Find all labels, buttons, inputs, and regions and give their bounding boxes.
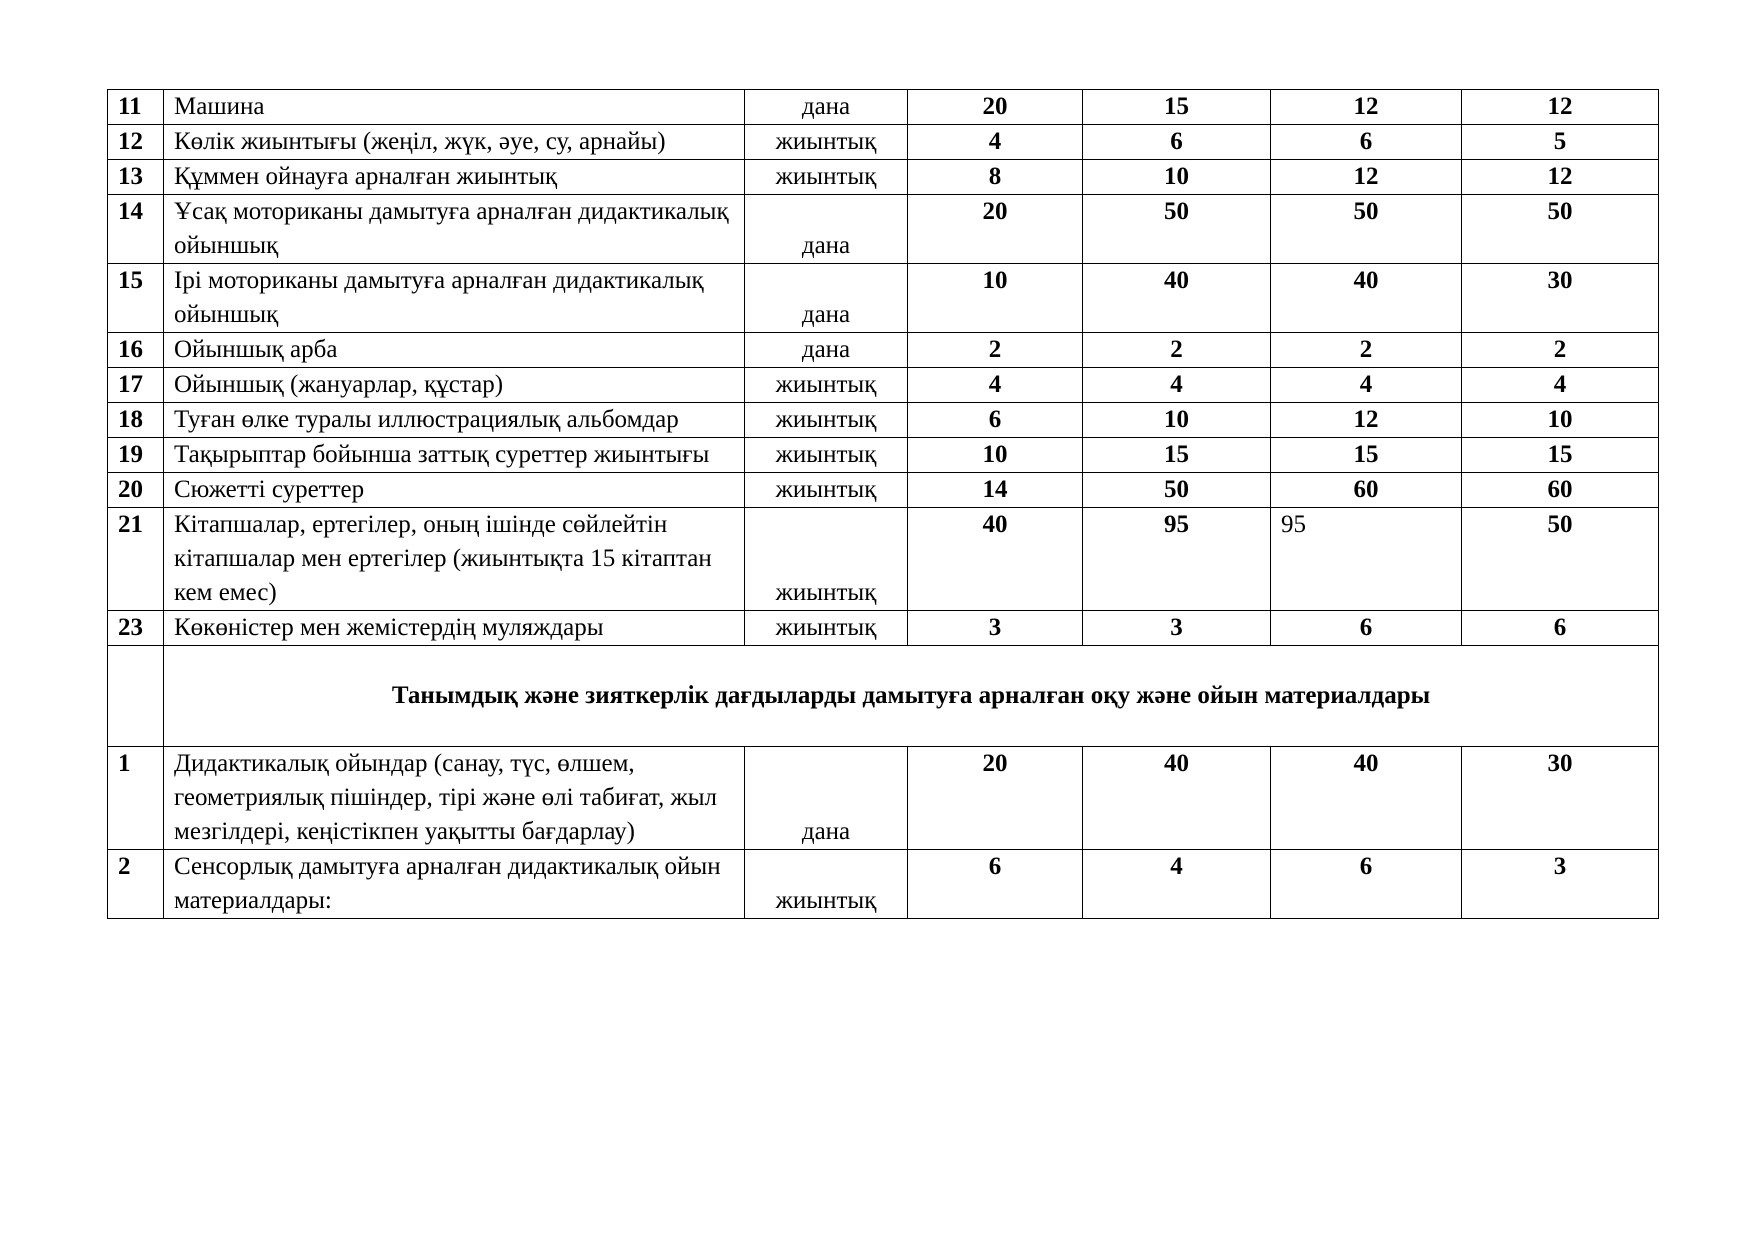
row-number: 20 — [108, 473, 164, 508]
quantity-cell: 4 — [1271, 368, 1462, 403]
item-name: Құммен ойнауға арналған жиынтық — [164, 160, 745, 195]
quantity-cell: 20 — [908, 747, 1083, 850]
unit-cell: жиынтық — [745, 160, 908, 195]
item-name: Сенсорлық дамытуға арналған дидактикалық ойын материалдары: — [164, 850, 745, 919]
table-row — [108, 611, 1659, 646]
quantity-cell: 60 — [1462, 473, 1659, 508]
quantity-cell: 12 — [1462, 90, 1659, 125]
item-name: Ірі моториканы дамытуға арналған дидактикалық ойыншық — [164, 264, 745, 333]
quantity-cell: 4 — [1083, 850, 1271, 919]
table-row — [108, 160, 1659, 195]
quantity-cell: 15 — [1083, 438, 1271, 473]
quantity-cell: 15 — [1271, 438, 1462, 473]
quantity-cell: 2 — [908, 333, 1083, 368]
unit-cell: дана — [745, 333, 908, 368]
quantity-cell: 3 — [1083, 611, 1271, 646]
quantity-cell: 3 — [908, 611, 1083, 646]
quantity-cell: 5 — [1462, 125, 1659, 160]
quantity-cell: 4 — [1083, 368, 1271, 403]
quantity-cell: 10 — [1083, 403, 1271, 438]
item-name: Сюжетті суреттер — [164, 473, 745, 508]
unit-cell: жиынтық — [745, 611, 908, 646]
row-number: 23 — [108, 611, 164, 646]
row-number: 14 — [108, 195, 164, 264]
quantity-cell: 40 — [1083, 747, 1271, 850]
quantity-cell: 2 — [1462, 333, 1659, 368]
quantity-cell: 2 — [1271, 333, 1462, 368]
table-row — [108, 403, 1659, 438]
quantity-cell: 12 — [1271, 90, 1462, 125]
item-name: Туған өлке туралы иллюстрациялық альбомдар — [164, 403, 745, 438]
quantity-cell: 4 — [1462, 368, 1659, 403]
quantity-cell: 40 — [908, 508, 1083, 611]
quantity-cell: 6 — [1083, 125, 1271, 160]
quantity-cell: 6 — [1271, 850, 1462, 919]
row-number: 16 — [108, 333, 164, 368]
quantity-cell: 15 — [1462, 438, 1659, 473]
section-row — [108, 646, 1659, 747]
table-row — [108, 333, 1659, 368]
item-name: Машина — [164, 90, 745, 125]
table-row — [108, 438, 1659, 473]
quantity-cell: 10 — [908, 264, 1083, 333]
quantity-cell: 50 — [1462, 195, 1659, 264]
quantity-cell: 2 — [1083, 333, 1271, 368]
row-number: 11 — [108, 90, 164, 125]
table-body — [108, 90, 1659, 919]
row-number: 18 — [108, 403, 164, 438]
quantity-cell: 30 — [1462, 747, 1659, 850]
quantity-cell: 6 — [908, 403, 1083, 438]
table-row — [108, 850, 1659, 919]
quantity-cell: 50 — [1083, 473, 1271, 508]
unit-cell: жиынтық — [745, 508, 908, 611]
quantity-cell: 10 — [1462, 403, 1659, 438]
quantity-cell: 3 — [1462, 850, 1659, 919]
quantity-cell: 95 — [1271, 508, 1462, 611]
table-row — [108, 195, 1659, 264]
item-name: Көлік жиынтығы (жеңіл, жүк, әуе, су, арнайы) — [164, 125, 745, 160]
table-row — [108, 473, 1659, 508]
quantity-cell: 6 — [1271, 611, 1462, 646]
quantity-cell: 20 — [908, 90, 1083, 125]
item-name: Дидактикалық ойындар (санау, түс, өлшем, геометриялық пішіндер, тірі және өлі табиғат, жыл мезгілдері, кеңістікпен уақытты бағдарлау) — [164, 747, 745, 850]
unit-cell: дана — [745, 90, 908, 125]
quantity-cell: 50 — [1462, 508, 1659, 611]
row-number: 17 — [108, 368, 164, 403]
unit-cell: дана — [745, 747, 908, 850]
unit-cell: жиынтық — [745, 125, 908, 160]
unit-cell: дана — [745, 264, 908, 333]
quantity-cell: 50 — [1271, 195, 1462, 264]
row-number: 12 — [108, 125, 164, 160]
quantity-cell: 6 — [1462, 611, 1659, 646]
table-row — [108, 747, 1659, 850]
quantity-cell: 40 — [1271, 747, 1462, 850]
item-name: Тақырыптар бойынша заттық суреттер жиынтығы — [164, 438, 745, 473]
table-row — [108, 264, 1659, 333]
row-number: 1 — [108, 747, 164, 850]
quantity-cell: 40 — [1083, 264, 1271, 333]
quantity-cell: 14 — [908, 473, 1083, 508]
quantity-cell: 20 — [908, 195, 1083, 264]
item-name: Ұсақ моториканы дамытуға арналған дидактикалық ойыншық — [164, 195, 745, 264]
quantity-cell: 10 — [908, 438, 1083, 473]
row-number: 2 — [108, 850, 164, 919]
quantity-cell: 60 — [1271, 473, 1462, 508]
quantity-cell: 4 — [908, 125, 1083, 160]
quantity-cell: 10 — [1083, 160, 1271, 195]
item-name: Көкөністер мен жемістердің муляждары — [164, 611, 745, 646]
unit-cell: дана — [745, 195, 908, 264]
quantity-cell: 30 — [1462, 264, 1659, 333]
table-row — [108, 368, 1659, 403]
row-number: 15 — [108, 264, 164, 333]
section-title: Танымдық және зияткерлік дағдыларды дамытуға арналған оқу және ойын материалдары — [164, 646, 1659, 747]
quantity-cell: 50 — [1083, 195, 1271, 264]
row-number: 21 — [108, 508, 164, 611]
item-name: Кітапшалар, ертегілер, оның ішінде сөйлейтін кітапшалар мен ертегілер (жиынтықта 15 кітаптан кем емес) — [164, 508, 745, 611]
quantity-cell: 15 — [1083, 90, 1271, 125]
row-number: 13 — [108, 160, 164, 195]
table-row — [108, 508, 1659, 611]
quantity-cell: 6 — [908, 850, 1083, 919]
section-number-cell — [108, 646, 164, 747]
unit-cell: жиынтық — [745, 403, 908, 438]
table-row — [108, 90, 1659, 125]
materials-table — [107, 89, 1659, 919]
quantity-cell: 12 — [1271, 403, 1462, 438]
unit-cell: жиынтық — [745, 438, 908, 473]
unit-cell: жиынтық — [745, 368, 908, 403]
quantity-cell: 12 — [1271, 160, 1462, 195]
quantity-cell: 8 — [908, 160, 1083, 195]
quantity-cell: 6 — [1271, 125, 1462, 160]
item-name: Ойыншық арба — [164, 333, 745, 368]
quantity-cell: 4 — [908, 368, 1083, 403]
quantity-cell: 40 — [1271, 264, 1462, 333]
item-name: Ойыншық (жануарлар, құстар) — [164, 368, 745, 403]
quantity-cell: 12 — [1462, 160, 1659, 195]
table-row — [108, 125, 1659, 160]
unit-cell: жиынтық — [745, 850, 908, 919]
unit-cell: жиынтық — [745, 473, 908, 508]
quantity-cell: 95 — [1083, 508, 1271, 611]
row-number: 19 — [108, 438, 164, 473]
